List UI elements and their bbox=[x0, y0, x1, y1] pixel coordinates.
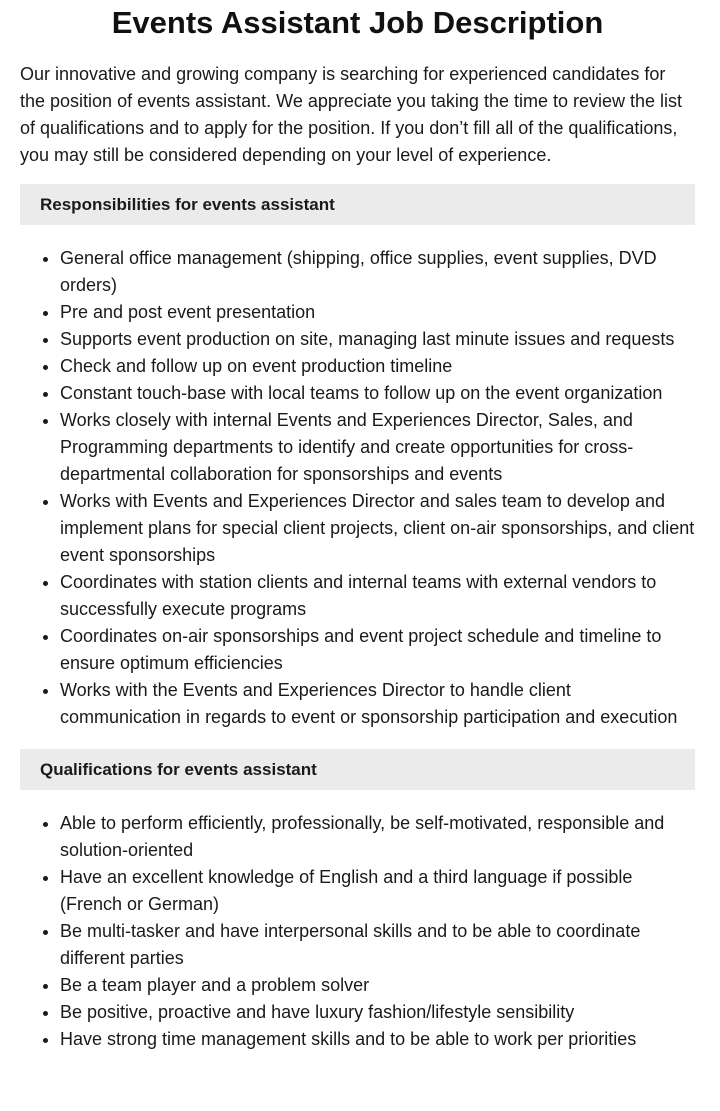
list-item: • Coordinates with station clients and internal teams with external vendors to successfully execute programs bbox=[60, 569, 695, 623]
list-item: • Works with Events and Experiences Director and sales team to develop and implement plans for special client projects, client on-air sponsorships, and client event sponsorships bbox=[60, 488, 695, 569]
list-item: • Have an excellent knowledge of English and a third language if possible (French or German) bbox=[60, 864, 695, 918]
list-item: • Able to perform efficiently, professionally, be self-motivated, responsible and solution-oriented bbox=[60, 810, 695, 864]
list-item: • General office management (shipping, office supplies, event supplies, DVD orders) bbox=[60, 245, 695, 299]
list-item: • Be a team player and a problem solver bbox=[60, 972, 695, 999]
list-item: • Works with the Events and Experiences Director to handle client communication in regards to event or sponsorship participation and execution bbox=[60, 677, 695, 731]
list-item: • Pre and post event presentation bbox=[60, 299, 695, 326]
list-item: • Supports event production on site, managing last minute issues and requests bbox=[60, 326, 695, 353]
list-item: • Be multi-tasker and have interpersonal skills and to be able to coordinate different parties bbox=[60, 918, 695, 972]
responsibilities-heading: Responsibilities for events assistant bbox=[20, 184, 695, 225]
qualifications-list bbox=[20, 810, 695, 1053]
intro-paragraph: Our innovative and growing company is searching for experienced candidates for the position of events assistant. We appreciate you taking the time to review the list of qualifications and to apply for the position. If you don’t fill all of the qualifications, you may still be considered depending on your level of experience. bbox=[20, 64, 683, 165]
list-item: • Have strong time management skills and to be able to work per priorities bbox=[60, 1026, 695, 1053]
list-item: • Works closely with internal Events and Experiences Director, Sales, and Programming departments to identify and create opportunities for cross-departmental collaboration for sponsorships and events bbox=[60, 407, 695, 488]
list-item: • Be positive, proactive and have luxury fashion/lifestyle sensibility bbox=[60, 999, 695, 1026]
list-item: • Constant touch-base with local teams to follow up on the event organization bbox=[60, 380, 695, 407]
list-item: • Coordinates on-air sponsorships and event project schedule and timeline to ensure optimum efficiencies bbox=[60, 623, 695, 677]
qualifications-heading: Qualifications for events assistant bbox=[20, 749, 695, 790]
page-title: Events Assistant Job Description bbox=[111, 5, 604, 40]
responsibilities-list bbox=[20, 245, 695, 731]
list-item: • Check and follow up on event production timeline bbox=[60, 353, 695, 380]
